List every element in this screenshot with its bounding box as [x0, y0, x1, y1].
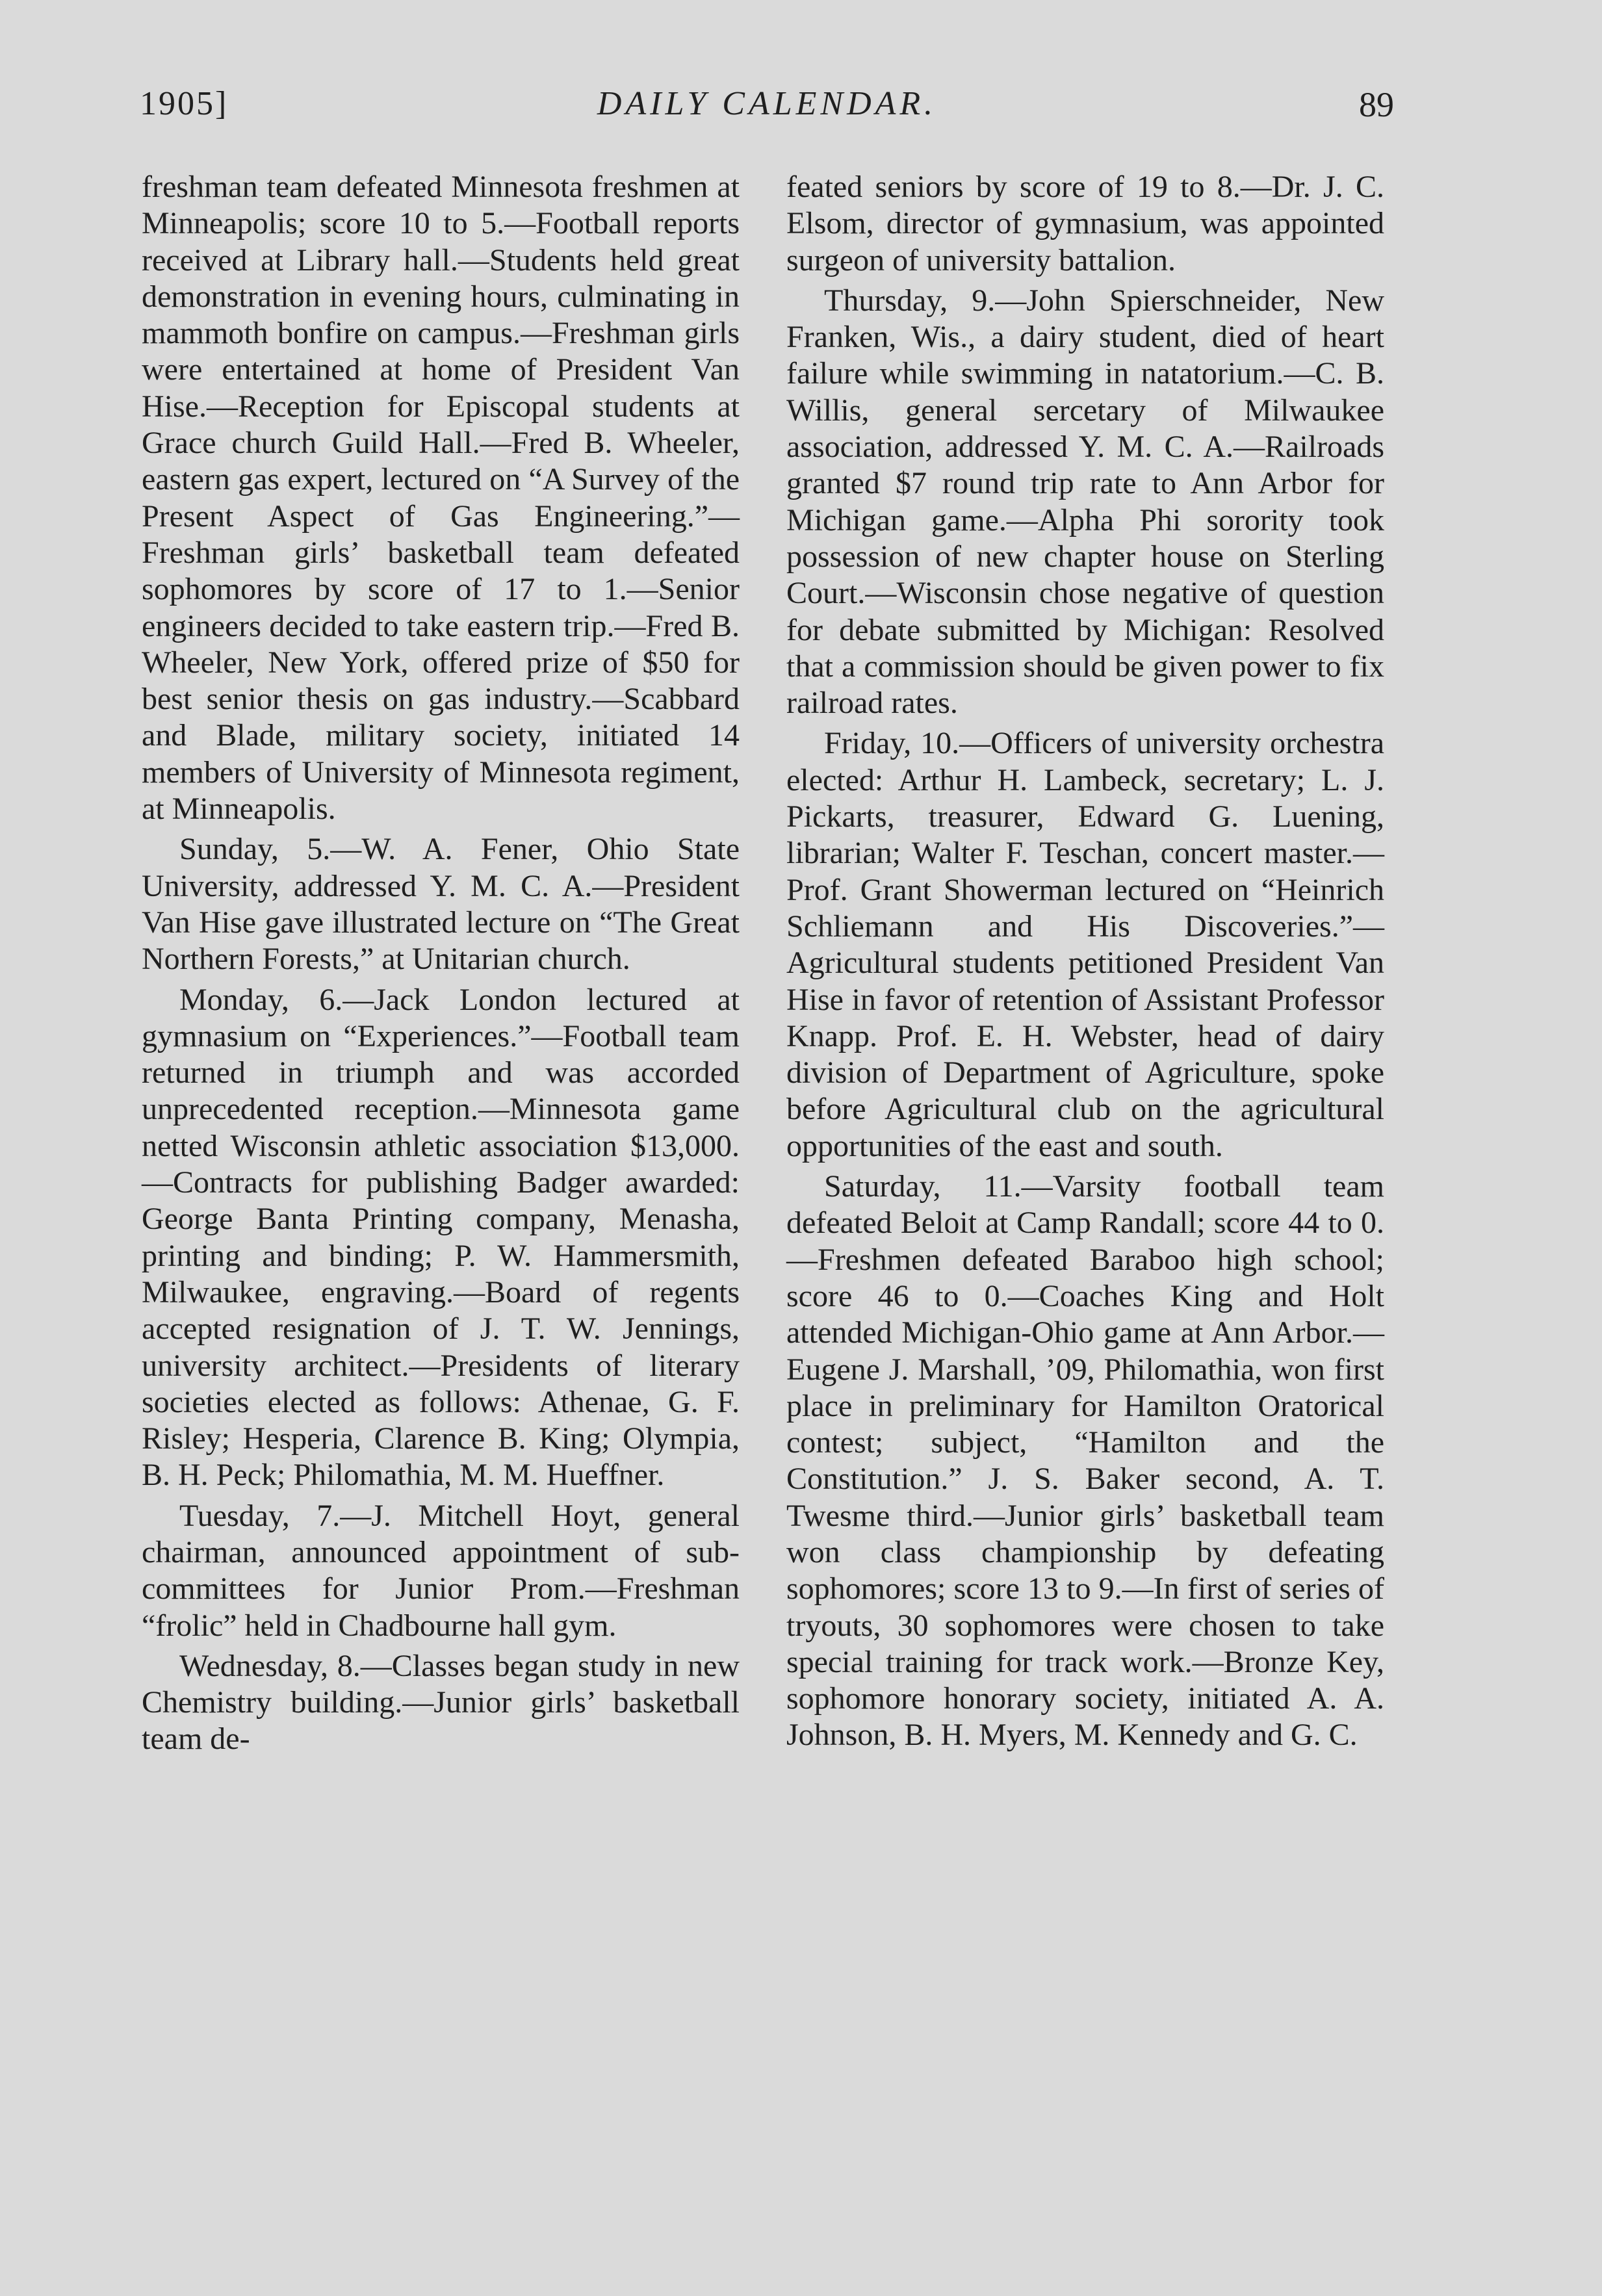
paragraph-sunday-5: Sunday, 5.—W. A. Fener, Ohio State University, addressed Y. M. C. A.—President Van Hise gave illustrated lecture on “The Great Northern Forests,” at Unitarian church. — [142, 832, 740, 977]
paragraph-thursday-9: Thursday, 9.—John Spierschneider, New Franken, Wis., a dairy student, died of heart failure while swimming in natatorium.—C. B. Willis, general sercetary of Milwaukee association, addressed Y. M. C. A.—Railroads granted $7 round trip rate to Ann Arbor for Michigan game.—Alpha Phi sorority took possession of new chapter house on Sterling Court.—Wisconsin chose negative of question for debate submitted by Michigan: Resolved that a commission should be given power to fix railroad rates. — [786, 283, 1384, 721]
paragraph-friday-10: Friday, 10.—Officers of university orchestra elected: Arthur H. Lambeck, secretary; L. J. Pickarts, treasurer, Edward G. Luening, librarian; Walter F. Teschan, concert master.—Prof. Grant Showerman lectured on “Heinrich Schliemann and His Discoveries.”—Agricultural students petitioned President Van Hise in favor of retention of Assistant Professor Knapp. Prof. E. H. Webster, head of dairy division of Department of Agriculture, spoke before Agricultural club on the agricultural opportunities of the east and south. — [786, 726, 1384, 1163]
paragraph-tuesday-7: Tuesday, 7.—J. Mitchell Hoyt, general chairman, announced appointment of sub-committees for Junior Prom.—Freshman “frolic” held in Chadbourne hall gym. — [142, 1498, 740, 1643]
header-year: 1905] — [140, 85, 229, 122]
paragraph-continued-entry: freshman team defeated Minnesota freshmen at Minneapolis; score 10 to 5.—Football reports received at Library hall.—Students held great demonstration in evening hours, culminating in mammoth bonfire on campus.—Freshman girls were entertained at home of President Van Hise.—Reception for Episcopal students at Grace church Guild Hall.—Fred B. Wheeler, eastern gas expert, lectured on “A Survey of the Present Aspect of Gas Engineering.”—Freshman girls’ basketball team defeated sophomores by score of 17 to 1.—Senior engineers decided to take eastern trip.—Fred B. Wheeler, New York, offered prize of $50 for best senior thesis on gas industry.—Scabbard and Blade, military society, initiated 14 members of University of Minnesota regiment, at Minneapolis. — [142, 170, 740, 827]
paragraph-wednesday-8: Wednesday, 8.—Classes began study in new Chemistry building.—Junior girls’ basketball team de- — [142, 1648, 740, 1757]
header-title: DAILY CALENDAR. — [597, 85, 937, 122]
right-column — [786, 169, 1384, 1758]
page-number: 89 — [1359, 85, 1394, 124]
running-header — [140, 84, 1394, 136]
paragraph-wednesday-8-continued: feated seniors by score of 19 to 8.—Dr. J. C. Elsom, director of gymnasium, was appointed surgeon of university battalion. — [786, 170, 1384, 277]
left-column — [142, 169, 740, 1762]
paragraph-monday-6: Monday, 6.—Jack London lectured at gymnasium on “Experiences.”—Football team returned in triumph and was accorded unprecedented reception.—Minnesota game netted Wisconsin athletic association $13,000.—Contracts for publishing Badger awarded: George Banta Printing company, Menasha, printing and binding; P. W. Hammersmith, Milwaukee, engraving.—Board of regents accepted resignation of J. T. W. Jennings, university architect.—Presidents of literary societies elected as follows: Athenae, G. F. Risley; Hesperia, Clarence B. King; Olympia, B. H. Peck; Philomathia, M. M. Hueffner. — [142, 982, 740, 1493]
paragraph-saturday-11: Saturday, 11.—Varsity football team defeated Beloit at Camp Randall; score 44 to 0.—Freshmen defeated Baraboo high school; score 46 to 0.—Coaches King and Holt attended Michigan-Ohio game at Ann Arbor.—Eugene J. Marshall, ’09, Philomathia, won first place in preliminary for Hamilton Oratorical contest; subject, “Hamilton and the Constitution.” J. S. Baker second, A. T. Twesme third.—Junior girls’ basketball team won class championship by defeating sophomores; score 13 to 9.—In first of series of tryouts, 30 sophomores were chosen to take special training for track work.—Bronze Key, sophomore honorary society, initiated A. A. Johnson, B. H. Myers, M. Kennedy and G. C. — [786, 1169, 1384, 1753]
